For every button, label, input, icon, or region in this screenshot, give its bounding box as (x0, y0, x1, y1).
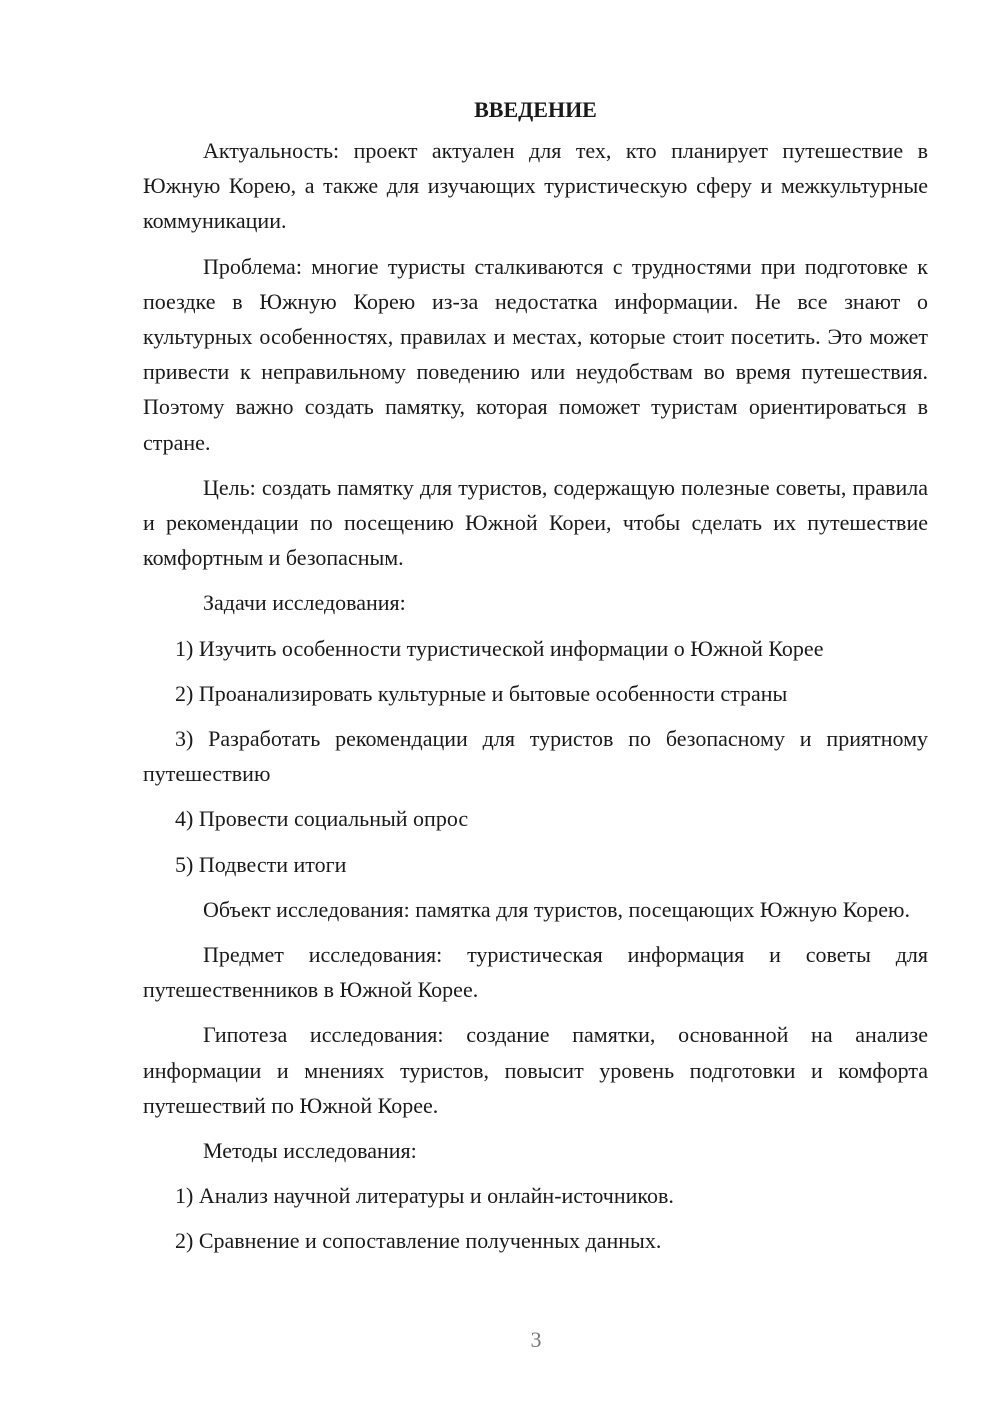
method-item-2: 2) Сравнение и сопоставление полученных данных. (175, 1228, 662, 1254)
methods-heading: Методы исследования: (203, 1138, 417, 1164)
task-item-1: 1) Изучить особенности туристической информации о Южной Корее (175, 635, 824, 661)
subject-paragraph: Предмет исследования: туристическая информация и советы для путешественников в Южной Корее. (143, 942, 928, 1003)
object-paragraph: Объект исследования: памятка для туристов, посещающих Южную Корею. (203, 896, 910, 922)
task-item-2: 2) Проанализировать культурные и бытовые особенности страны (175, 680, 788, 706)
section-title: ВВЕДЕНИЕ (474, 97, 597, 122)
task-item-3: 3) Разработать рекомендации для туристов по безопасному и приятному путешествию (143, 726, 928, 787)
document-page (143, 92, 928, 1269)
hypothesis-paragraph: Гипотеза исследования: создание памятки, основанной на анализе информации и мнениях туристов, повысит уровень подготовки и комфорта путешествий по Южной Корее. (143, 1022, 928, 1118)
method-item-1: 1) Анализ научной литературы и онлайн-источников. (175, 1183, 674, 1209)
relevance-paragraph: Актуальность: проект актуален для тех, кто планирует путешествие в Южную Корею, а также для изучающих туристическую сферу и межкультурные коммуникации. (143, 138, 928, 234)
problem-paragraph: Проблема: многие туристы сталкиваются с трудностями при подготовке к поездке в Южную Корею из-за недостатка информации. Не все знают о культурных особенностях, правилах и местах, которые стоит посетить. Это может привести к неправильному поведению или неудобствам во время путешествия. Поэтому важно создать памятку, которая поможет туристам ориентироваться в стране. (143, 253, 928, 455)
tasks-heading: Задачи исследования: (203, 590, 406, 616)
task-item-4: 4) Провести социальный опрос (175, 806, 469, 832)
page-number: 3 (530, 1327, 542, 1352)
goal-paragraph: Цель: создать памятку для туристов, содержащую полезные советы, правила и рекомендации по посещению Южной Кореи, чтобы сделать их путешествие комфортным и безопасным. (143, 474, 928, 571)
task-item-5: 5) Подвести итоги (175, 851, 347, 877)
